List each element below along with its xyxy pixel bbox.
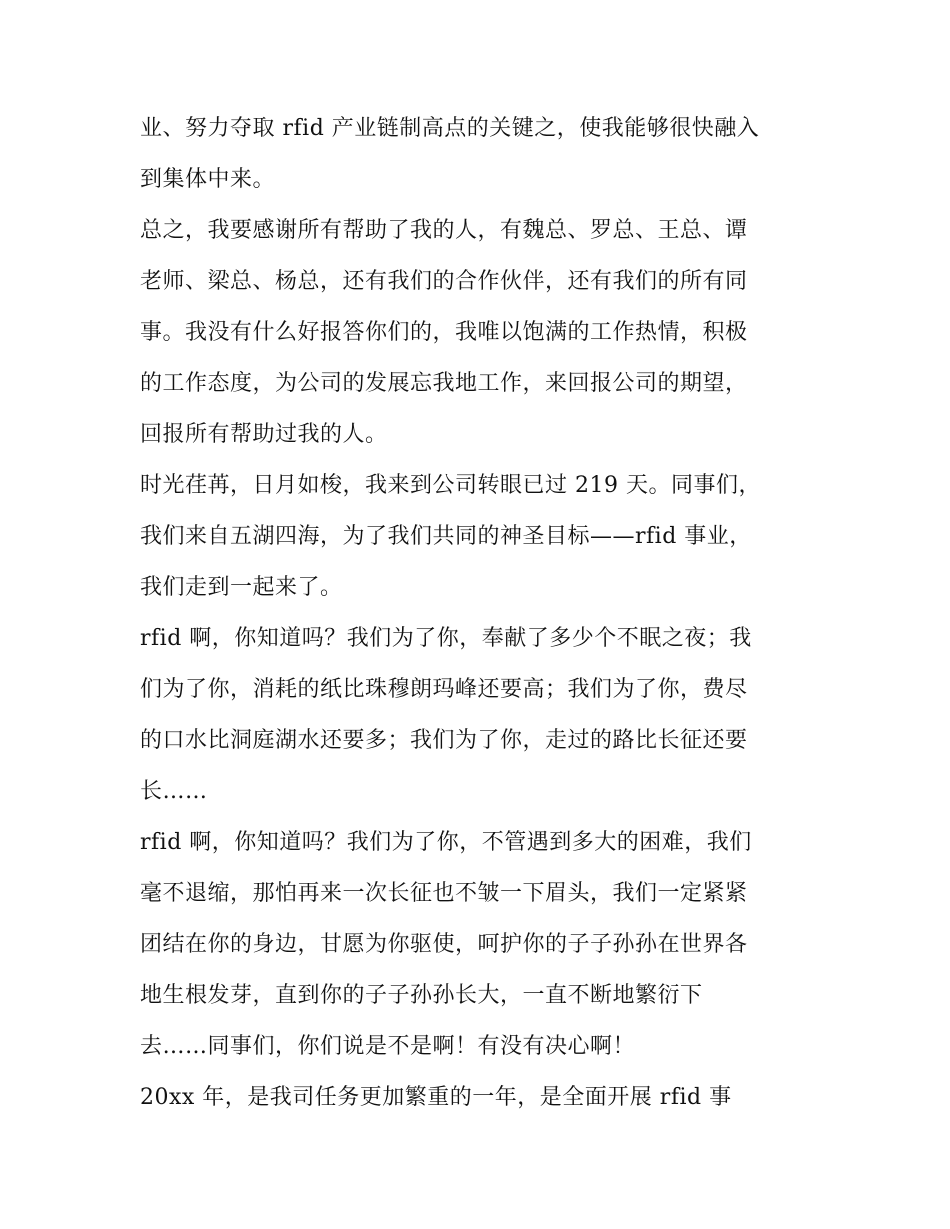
text-line: 回报所有帮助过我的人。	[140, 422, 388, 447]
text-line: 事。我没有什么好报答你们的，我唯以饱满的工作热情，积极	[140, 320, 748, 345]
text-line: 到集体中来。	[140, 167, 276, 192]
text-line: 老师、梁总、杨总，还有我们的合作伙伴，还有我们的所有同	[140, 269, 748, 294]
text-line: 时光荏苒，日月如梭，我来到公司转眼已过 219 天。同事们，	[140, 473, 761, 498]
text-line: 们为了你，消耗的纸比珠穆朗玛峰还要高；我们为了你，费尽	[140, 677, 748, 702]
text-line: rfid 啊，你知道吗？我们为了你，不管遇到多大的困难，我们	[140, 830, 752, 855]
text-line: 我们来自五湖四海，为了我们共同的神圣目标——rfid 事业，	[140, 524, 752, 549]
text-line: 地生根发芽，直到你的子子孙孙长大，一直不断地繁衍下	[140, 983, 703, 1008]
text-line: rfid 啊，你知道吗？我们为了你，奉献了多少个不眠之夜；我	[140, 626, 752, 651]
text-line: 总之，我要感谢所有帮助了我的人，有魏总、罗总、王总、谭	[140, 218, 748, 243]
text-line: 长……	[140, 779, 208, 804]
text-line: 我们走到一起来了。	[140, 575, 343, 600]
text-line: 团结在你的身边，甘愿为你驱使，呵护你的子子孙孙在世界各	[140, 932, 748, 957]
text-line: 的工作态度，为公司的发展忘我地工作，来回报公司的期望，	[140, 371, 748, 396]
text-line: 20xx 年，是我司任务更加繁重的一年，是全面开展 rfid 事	[140, 1085, 732, 1110]
text-line: 的口水比洞庭湖水还要多；我们为了你，走过的路比长征还要	[140, 728, 748, 753]
text-line: 业、努力夺取 rfid 产业链制高点的关键之，使我能够很快融入	[140, 116, 760, 141]
text-line: 毫不退缩，那怕再来一次长征也不皱一下眉头，我们一定紧紧	[140, 881, 748, 906]
text-line: 去……同事们，你们说是不是啊！有没有决心啊！	[140, 1034, 636, 1059]
